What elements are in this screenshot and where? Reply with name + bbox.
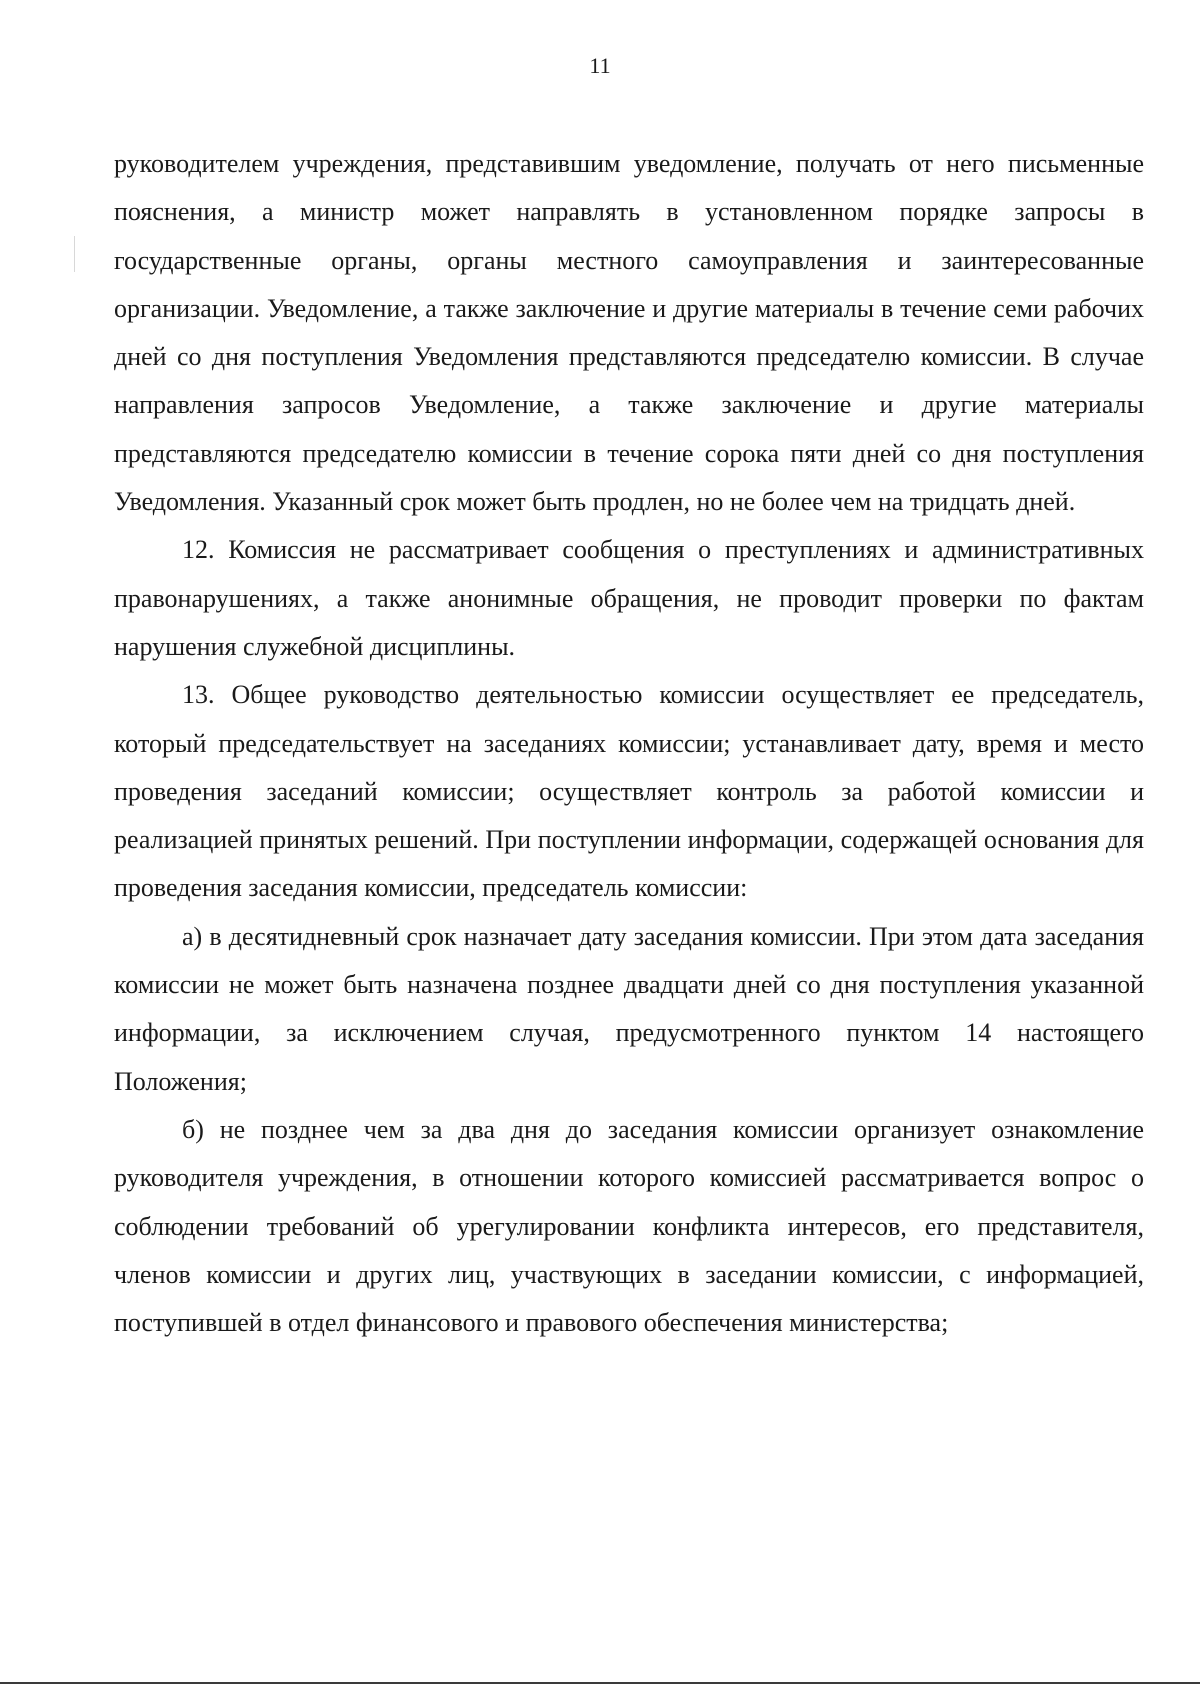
paragraph-item-12: 12. Комиссия не рассматривает сообщения о преступлениях и административных правонарушениях, а также анонимные обращения, не проводит проверки по фактам нарушения служебной дисциплины. bbox=[114, 535, 1144, 661]
scan-mark bbox=[74, 236, 75, 272]
paragraph-subitem-b: б) не позднее чем за два дня до заседания комиссии организует ознакомление руководителя учреждения, в отношении которого комиссией рассматривается вопрос о соблюдении требований об урегулировании конфликта интересов, его представителя, членов комиссии и других лиц, участвующих в заседании комиссии, с информацией, поступившей в отдел финансового и правового обеспечения министерства; bbox=[114, 1114, 1144, 1338]
document-body bbox=[114, 140, 1144, 1347]
page-number: 11 bbox=[589, 53, 611, 78]
page-bottom-edge bbox=[0, 1682, 1200, 1684]
paragraph-continuation: руководителем учреждения, представившим уведомление, получать от него письменные пояснения, а министр может направлять в установленном порядке запросы в государственные органы, органы местного самоуправления и заинтересованные организации. Уведомление, а также заключение и другие материалы в течение семи рабочих дней со дня поступления Уведомления представляются председателю комиссии. В случае направления запросов Уведомление, а также заключение и другие материалы представляются председателю комиссии в течение сорока пяти дней со дня поступления Уведомления. Указанный срок может быть продлен, но не более чем на тридцать дней. bbox=[114, 149, 1144, 517]
paragraph-subitem-a: а) в десятидневный срок назначает дату заседания комиссии. При этом дата заседания комиссии не может быть назначена позднее двадцати дней со дня поступления указанной информации, за исключением случая, предусмотренного пунктом 14 настоящего Положения; bbox=[114, 921, 1144, 1096]
paragraph-item-13: 13. Общее руководство деятельностью комиссии осуществляет ее председатель, который председательствует на заседаниях комиссии; устанавливает дату, время и место проведения заседаний комиссии; осуществляет контроль за работой комиссии и реализацией принятых решений. При поступлении информации, содержащей основания для проведения заседания комиссии, председатель комиссии: bbox=[114, 680, 1144, 903]
